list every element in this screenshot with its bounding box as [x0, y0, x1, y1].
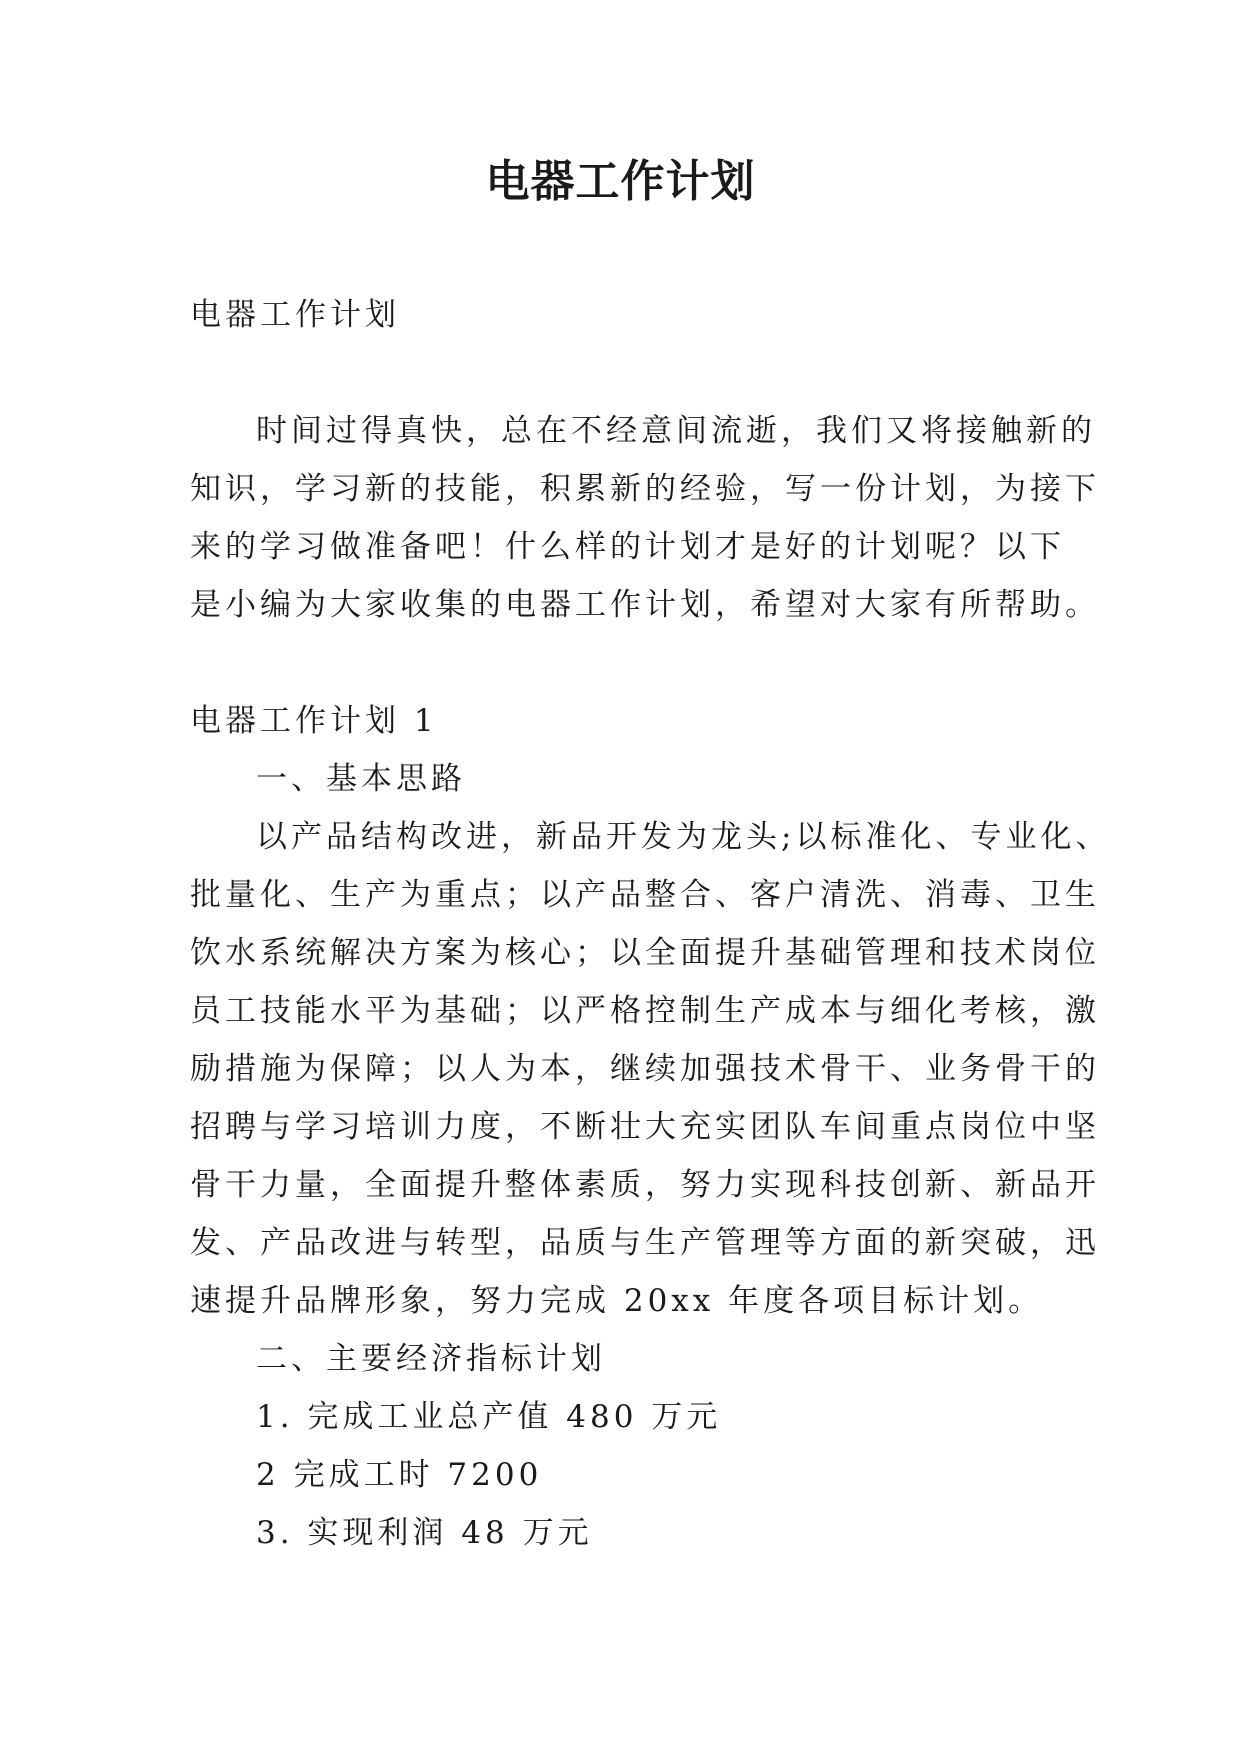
section-1-line: 发、产品改进与转型，品质与生产管理等方面的新突破，迅: [190, 1225, 1100, 1261]
section-1-line: 骨干力量，全面提升整体素质，努力实现科技创新、新品开: [190, 1167, 1100, 1203]
plan-1-section: [190, 692, 1111, 1562]
section-1-line: 招聘与学习培训力度，不断壮大充实团队车间重点岗位中坚: [190, 1109, 1100, 1145]
intro-paragraph: [190, 402, 1100, 634]
intro-line: 知识，学习新的技能，积累新的经验，写一份计划，为接下: [190, 471, 1100, 507]
section-1-heading: 一、基本思路: [256, 761, 466, 797]
section-2-heading: 二、主要经济指标计划: [256, 1341, 606, 1377]
section-1-line: 励措施为保障；以人为本，继续加强技术骨干、业务骨干的: [190, 1051, 1100, 1087]
intro-line: 来的学习做准备吧！什么样的计划才是好的计划呢？以下: [190, 529, 1065, 565]
document-subtitle: [190, 286, 1060, 344]
plan-1-heading: 电器工作计划 1: [190, 703, 438, 739]
indicator-item: 3. 实现利润 48 万元: [256, 1515, 593, 1551]
intro-line: 是小编为大家收集的电器工作计划，希望对大家有所帮助。: [190, 587, 1100, 623]
indicator-item: 1. 完成工业总产值 480 万元: [256, 1399, 722, 1435]
intro-line: 时间过得真快，总在不经意间流逝，我们又将接触新的: [256, 413, 1096, 449]
section-1-line: 员工技能水平为基础；以严格控制生产成本与细化考核，激: [190, 993, 1100, 1029]
indicator-item: 2 完成工时 7200: [256, 1457, 543, 1493]
section-1-line: 速提升品牌形象，努力完成 20xx 年度各项目标计划。: [190, 1283, 1044, 1319]
section-1-line: 批量化、生产为重点；以产品整合、客户清洗、消毒、卫生: [190, 877, 1100, 913]
document-title: 电器工作计划: [485, 156, 756, 207]
section-1-line: 以产品结构改进，新品开发为龙头;以标准化、专业化、: [256, 819, 1111, 855]
subtitle-line: 电器工作计划: [190, 297, 400, 333]
section-1-line: 饮水系统解决方案为核心；以全面提升基础管理和技术岗位: [190, 935, 1100, 971]
